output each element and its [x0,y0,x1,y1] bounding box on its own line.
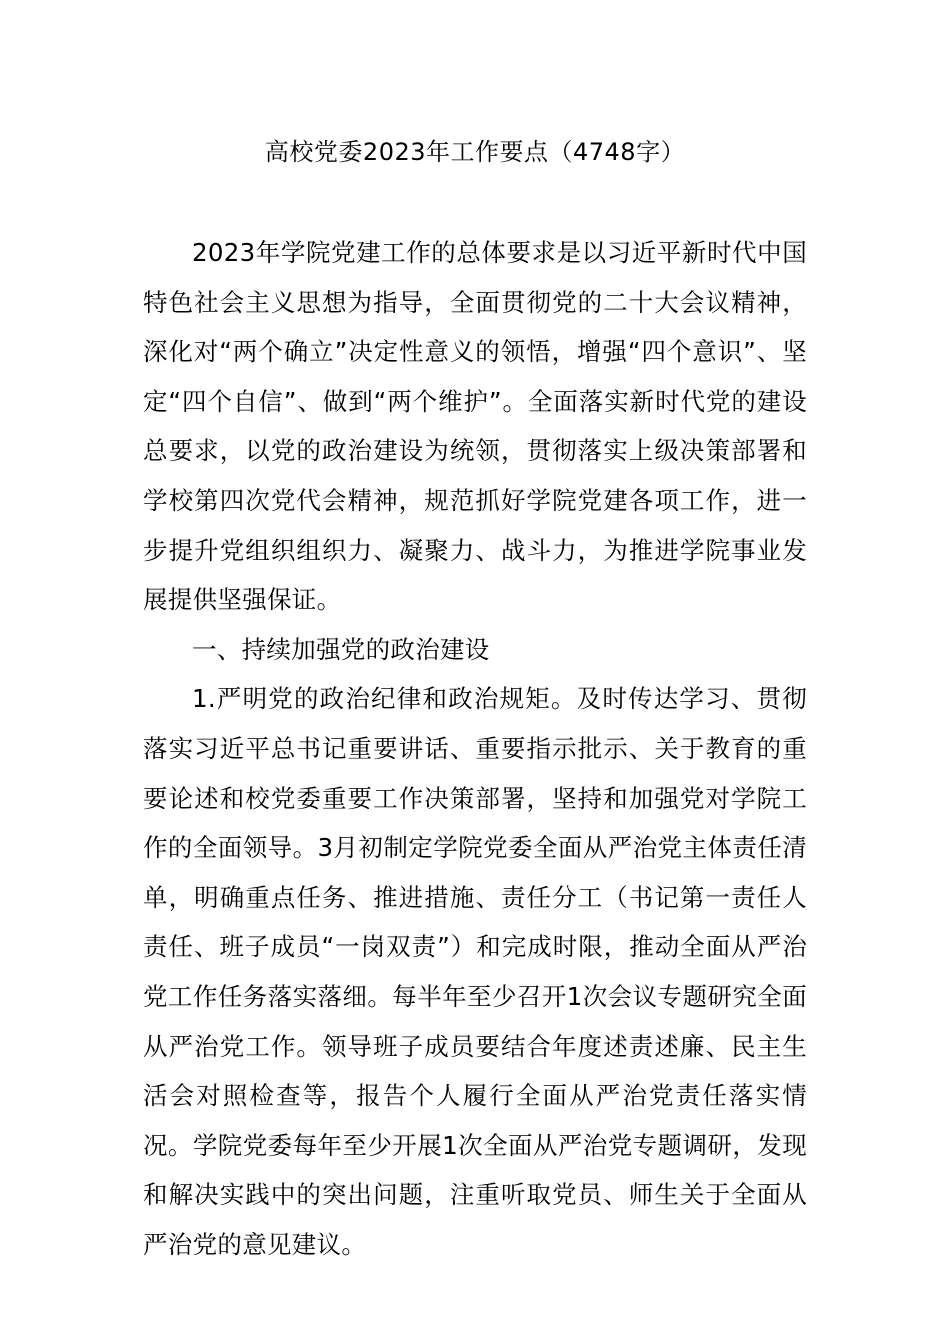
document-body [143,228,807,1269]
section-heading: 一、持续加强党的政治建设 [192,634,490,664]
intro-paragraph: 2023年学院党建工作的总体要求是以习近平新时代中国特色社会主义思想为指导，全面贯彻党的二十大会议精神，深化对“两个确立”决定性意义的领悟，增强“四个意识”、坚定“四个自信”、做到“两个维护”。全面落实新时代党的建设总要求，以党的政治建设为统领，贯彻落实上级决策部署和学校第四次党代会精神，规范抓好学院党建各项工作，进一步提升党组织组织力、凝聚力、战斗力，为推进学院事业发展提供坚强保证。 [143,238,807,615]
item-paragraph: 1.严明党的政治纪律和政治规矩。及时传达学习、贯彻落实习近平总书记重要讲话、重要指示批示、关于教育的重要论述和校党委重要工作决策部署，坚持和加强党对学院工作的全面领导。3月初制定学院党委全面从严治党主体责任清单，明确重点任务、推进措施、责任分工（书记第一责任人责任、班子成员“一岗双责”）和完成时限，推动全面从严治党工作任务落实落细。每半年至少召开1次会议专题研究全面从严治党工作。领导班子成员要结合年度述责述廉、民主生活会对照检查等，报告个人履行全面从严治党责任落实情况。学院党委每年至少开展1次全面从严治党专题调研，发现和解决实践中的突出问题，注重听取党员、师生关于全面从严治党的意见建议。 [143,684,807,1259]
document-title: 高校党委2023年工作要点（4748字） [264,138,686,166]
